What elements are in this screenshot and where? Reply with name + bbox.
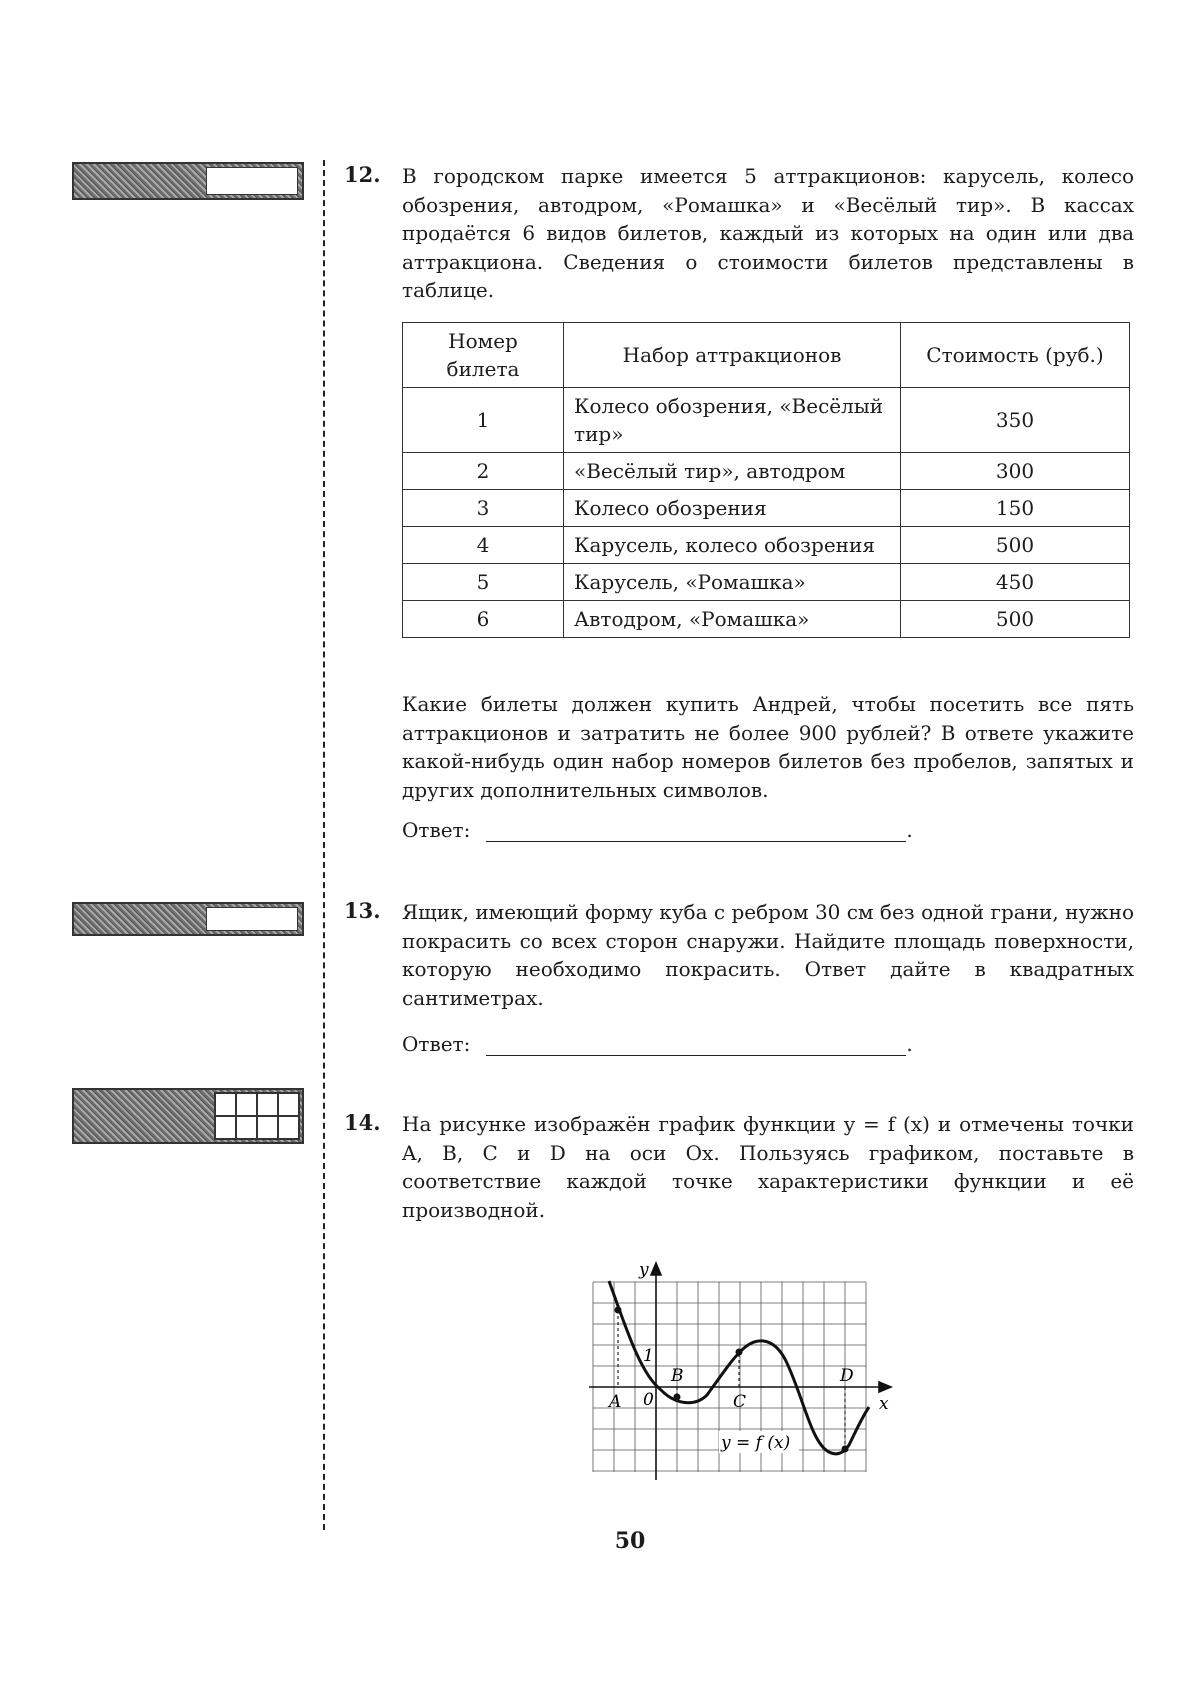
task-14-text: На рисунке изображён график функции y = f (x) и отмечены точки A, B, C и D на оси Ox. Пользуясь графиком, поставьте в соответствие каждой точке характеристики функции и её производной. xyxy=(402,1112,1134,1222)
task-12-number: 12. xyxy=(344,162,381,187)
task-13-number: 13. xyxy=(344,898,381,923)
answer-cell-13[interactable] xyxy=(206,907,298,931)
ticket-attractions: Колесо обозрения, «Весёлый тир» xyxy=(564,388,901,453)
ticket-cost: 150 xyxy=(901,490,1130,527)
answer-field-13[interactable] xyxy=(486,1033,906,1056)
task-13-answer: Ответ: . xyxy=(402,1032,913,1056)
answer-box-12 xyxy=(72,162,304,200)
header-ticket-number: Номер билета xyxy=(403,323,564,388)
table-header-row xyxy=(403,323,1130,388)
ticket-number: 5 xyxy=(403,564,564,601)
task-13-text: Ящик, имеющий форму куба с ребром 30 см без одной грани, нужно покрасить со всех сторон снаружи. Найдите площадь поверхности, которую необходимо покрасить. Ответ дайте в квадратных сантиметрах. xyxy=(402,900,1134,1010)
task-12-answer: Ответ: . xyxy=(402,818,913,842)
answer-grid-14[interactable] xyxy=(214,1092,300,1140)
ticket-attractions: Карусель, «Ромашка» xyxy=(564,564,901,601)
ticket-cost: 500 xyxy=(901,601,1130,638)
ticket-attractions: Автодром, «Ромашка» xyxy=(564,601,901,638)
table-row xyxy=(403,564,1130,601)
table-row xyxy=(403,453,1130,490)
ticket-number: 3 xyxy=(403,490,564,527)
header-cost: Стоимость (руб.) xyxy=(901,323,1130,388)
answer-label: Ответ: xyxy=(402,818,471,842)
ticket-number: 6 xyxy=(403,601,564,638)
unit-label: 1 xyxy=(643,1346,654,1366)
header-attractions: Набор аттракционов xyxy=(564,323,901,388)
ticket-attractions: Карусель, колесо обозрения xyxy=(564,527,901,564)
point-label-d: D xyxy=(840,1366,854,1386)
x-axis-label: x xyxy=(879,1394,889,1414)
ticket-number: 4 xyxy=(403,527,564,564)
task-12-question: Какие билеты должен купить Андрей, чтобы посетить все пять аттракционов и затратить не более 900 рублей? В ответе укажите какой-нибудь один набор номеров билетов без пробелов, запятых и других дополнительных символов. xyxy=(402,692,1134,802)
origin-label: 0 xyxy=(643,1390,654,1410)
y-axis-label: y xyxy=(639,1260,649,1280)
task-14-number: 14. xyxy=(344,1110,381,1135)
ticket-cost: 350 xyxy=(901,388,1130,453)
function-label: y = f (x) xyxy=(721,1433,791,1453)
answer-label: Ответ: xyxy=(402,1032,471,1056)
task-12-text: В городском парке имеется 5 аттракционов: карусель, колесо обозрения, автодром, «Ромашка» и «Весёлый тир». В кассах продаётся 6 видов билетов, каждый из которых на один или два аттракциона. Сведения о стоимости билетов представлены в таблице. xyxy=(402,164,1134,302)
ticket-cost: 500 xyxy=(901,527,1130,564)
table-row xyxy=(403,490,1130,527)
point-label-a: A xyxy=(609,1392,622,1412)
point-label-c: C xyxy=(733,1392,747,1412)
answer-field-12[interactable] xyxy=(486,819,906,842)
answer-box-13 xyxy=(72,902,304,936)
table-row xyxy=(403,527,1130,564)
answer-cell-12[interactable] xyxy=(206,167,298,195)
ticket-number: 2 xyxy=(403,453,564,490)
ticket-number: 1 xyxy=(403,388,564,453)
tickets-table xyxy=(402,322,1130,638)
point-label-b: B xyxy=(671,1366,684,1386)
ticket-attractions: Колесо обозрения xyxy=(564,490,901,527)
page-number: 50 xyxy=(614,1528,646,1554)
table-row xyxy=(403,388,1130,453)
ticket-attractions: «Весёлый тир», автодром xyxy=(564,453,901,490)
ticket-cost: 300 xyxy=(901,453,1130,490)
cut-line xyxy=(323,160,325,1530)
function-graph xyxy=(585,1255,905,1485)
answer-box-14 xyxy=(72,1088,304,1144)
ticket-cost: 450 xyxy=(901,564,1130,601)
table-row xyxy=(403,601,1130,638)
